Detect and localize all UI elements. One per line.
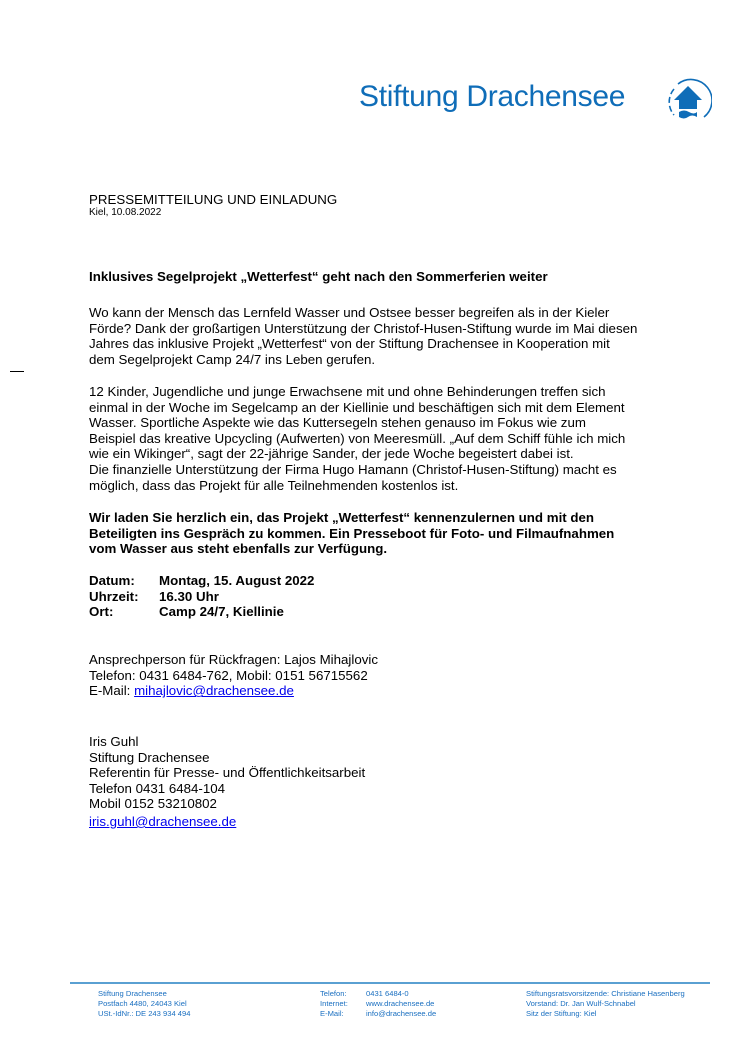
footer-label: Internet: bbox=[320, 998, 348, 1008]
margin-mark bbox=[10, 371, 24, 372]
place-date: Kiel, 10.08.2022 bbox=[89, 207, 162, 218]
paragraph-2 bbox=[89, 384, 625, 493]
footer-value: 0431 6484-0 bbox=[366, 989, 409, 998]
signature-line: Iris Guhl bbox=[89, 734, 139, 749]
text-line: Wo kann der Mensch das Lernfeld Wasser und Ostsee besser begreifen als in der Kieler bbox=[89, 305, 610, 320]
invitation bbox=[89, 510, 614, 557]
text-line: Jahres das inklusive Projekt „Wetterfest“ von der Stiftung Drachensee in Kooperation mit bbox=[89, 336, 610, 352]
contact-email-link[interactable]: mihajlovic@drachensee.de bbox=[134, 683, 294, 699]
footer-line: Vorstand: Dr. Jan Wulf-Schnabel bbox=[526, 998, 636, 1008]
signature-block bbox=[89, 734, 365, 830]
text-line: möglich, dass das Projekt für alle Teilnehmenden kostenlos ist. bbox=[89, 477, 459, 493]
logo-text: Stiftung Drachensee bbox=[359, 80, 626, 113]
footer-line: USt.-IdNr.: DE 243 934 494 bbox=[98, 1008, 191, 1018]
event-details bbox=[89, 573, 314, 620]
footer-line: Stiftungsratsvorsitzende: Christiane Hasenberg bbox=[526, 989, 685, 998]
footer-line: Stiftung Drachensee bbox=[98, 989, 167, 998]
event-label: Datum: bbox=[89, 573, 135, 588]
text-line: 12 Kinder, Jugendliche und junge Erwachsene mit und ohne Behinderungen treffen sich bbox=[89, 384, 606, 399]
event-value: Montag, 15. August 2022 bbox=[159, 573, 315, 588]
text-line: Beispiel das kreative Upcycling (Aufwerten) von Meeresmüll. „Auf dem Schiff fühle ich mich bbox=[89, 430, 626, 446]
footer-line: Sitz der Stiftung: Kiel bbox=[526, 1008, 597, 1018]
text-line: wie ein Wikinger“, sagt der 22-jährige Sander, der jede Woche begeistert dabei ist. bbox=[89, 446, 574, 462]
footer-label: Telefon: bbox=[320, 989, 347, 998]
footer-board bbox=[526, 989, 685, 1018]
signature-line: Telefon 0431 6484-104 bbox=[89, 780, 226, 796]
footer-divider bbox=[70, 982, 710, 984]
footer-label: E-Mail: bbox=[320, 1008, 344, 1018]
text-line: Wir laden Sie herzlich ein, das Projekt „Wetterfest“ kennenzulernen und mit den bbox=[89, 510, 595, 525]
signature-email-link[interactable]: iris.guhl@drachensee.de bbox=[89, 813, 237, 829]
footer-value: info@drachensee.de bbox=[366, 1008, 437, 1018]
text-line: dem Segelprojekt Camp 24/7 ins Leben gerufen. bbox=[89, 351, 376, 367]
event-label: Ort: bbox=[89, 604, 114, 620]
event-value: 16.30 Uhr bbox=[159, 588, 219, 604]
text-line: einmal in der Woche im Segelcamp an der Kiellinie und beschäftigen sich mit dem Element bbox=[89, 399, 625, 415]
contact-person: Ansprechperson für Rückfragen: Lajos Mihajlovic bbox=[89, 652, 378, 667]
text-line: Die finanzielle Unterstützung der Firma Hugo Hamann (Christof-Husen-Stiftung) macht es bbox=[89, 461, 617, 477]
event-value: Camp 24/7, Kiellinie bbox=[159, 604, 284, 620]
signature-line: Referentin für Presse- und Öffentlichkeitsarbeit bbox=[89, 765, 366, 781]
footer-value: www.drachensee.de bbox=[366, 998, 435, 1008]
contact-phone: Telefon: 0431 6484-762, Mobil: 0151 56715562 bbox=[89, 667, 368, 683]
footer-line: Postfach 4480, 24043 Kiel bbox=[98, 998, 187, 1008]
email-label: E-Mail: bbox=[89, 683, 135, 699]
paragraph-1 bbox=[89, 305, 637, 367]
text-line: Förde? Dank der großartigen Unterstützung der Christof-Husen-Stiftung wurde im Mai diesen bbox=[89, 320, 638, 336]
signature-line: Stiftung Drachensee bbox=[89, 749, 210, 765]
headline: Inklusives Segelprojekt „Wetterfest“ geht nach den Sommerferien weiter bbox=[89, 269, 548, 284]
signature-line: Mobil 0152 53210802 bbox=[89, 796, 217, 812]
event-label: Uhrzeit: bbox=[89, 588, 139, 604]
footer-address bbox=[98, 989, 190, 1018]
contact-block bbox=[89, 652, 378, 699]
house-wave-icon bbox=[664, 77, 712, 125]
text-line: Wasser. Sportliche Aspekte wie das Kuttersegeln stehen genauso im Fokus wie zum bbox=[89, 415, 586, 431]
text-line: Beteiligten ins Gespräch zu kommen. Ein Presseboot für Foto- und Filmaufnahmen bbox=[89, 525, 615, 541]
footer-contact bbox=[320, 989, 436, 1018]
text-line: vom Wasser aus steht ebenfalls zur Verfügung. bbox=[89, 541, 388, 557]
release-type: PRESSEMITTEILUNG UND EINLADUNG bbox=[89, 192, 338, 207]
